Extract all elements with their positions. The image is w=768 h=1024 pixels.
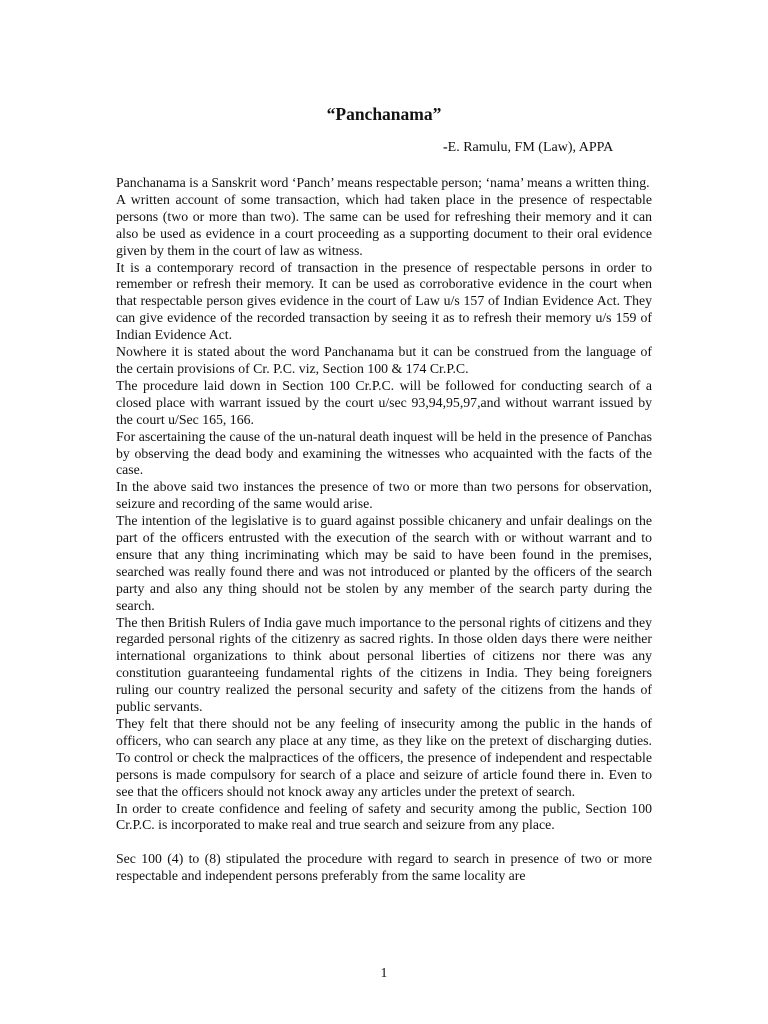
paragraph: Sec 100 (4) to (8) stipulated the procedure with regard to search in presence of two or more respectable and independent persons preferably from the same locality are [116, 851, 652, 884]
paragraph: Nowhere it is stated about the word Panchanama but it can be construed from the language of the certain provisions of Cr. P.C. viz, Section 100 & 174 Cr.P.C. [116, 344, 652, 376]
paragraph: Panchanama is a Sanskrit word ‘Panch’ means respectable person; ‘nama’ means a written thing. [116, 175, 650, 190]
page-number: 1 [380, 965, 388, 980]
paragraph: In order to create confidence and feeling of safety and security among the public, Section 100 Cr.P.C. is incorporated to make real and true search and seizure from any place. [116, 800, 652, 833]
document-title: “Panchanama” [326, 104, 442, 124]
author-dash: - [443, 140, 448, 155]
paragraph: In the above said two instances the presence of two or more than two persons for observation, seizure and recording of the same would arise. [116, 479, 652, 512]
paragraph: The procedure laid down in Section 100 Cr.P.C. will be followed for conducting search of a closed place with warrant issued by the court u/sec 93,94,95,97,and without warrant issued by the court u/Sec 165, 166. [116, 377, 652, 427]
paragraph: The then British Rulers of India gave much importance to the personal rights of citizens and they regarded personal rights of the citizenry as sacred rights. In those olden days there were neither international organizations to think about personal liberties of citizens nor there was any constitution guaranteeing fundamental rights of the citizens in India. They being foreigners ruling our country realized the personal security and safety of the citizens from the hands of public servants. [116, 614, 652, 715]
paragraph: For ascertaining the cause of the un-natural death inquest will be held in the presence of Panchas by observing the dead body and examining the witnesses who acquainted with the facts of the case. [116, 428, 652, 478]
paragraph: They felt that there should not be any feeling of insecurity among the public in the hands of officers, who can search any place at any time, as they like on the pretext of discharging duties. To control or check the malpractices of the officers, the presence of independent and respectable persons is made compulsory for search of a place and seizure of article found there in. Even to see that the officers should not knock away any articles under the pretext of search. [116, 716, 652, 799]
document-body [116, 175, 652, 885]
paragraph: The intention of the legislative is to guard against possible chicanery and unfair dealings on the part of the officers entrusted with the execution of the search with or without warrant and to ensure that any thing incriminating which may be said to have been found in the premises, searched was really found there and was not introduced or planted by the officers of the search party and also any thing should not be stolen by any member of the search party during the search. [116, 513, 652, 613]
paragraph: It is a contemporary record of transaction in the presence of respectable persons in order to remember or refresh their memory. It can be used as corroborative evidence in the court when that respectable person gives evidence in the court of Law u/s 157 of Indian Evidence Act. They can give evidence of the recorded transaction by seeing it as to refresh their memory u/s 159 of Indian Evidence Act. [116, 259, 652, 343]
author-line [443, 139, 613, 157]
paragraph: A written account of some transaction, which had taken place in the presence of respectable persons (two or more than two). The same can be used for refreshing their memory and it can also be used as evidence in a court proceeding as a supporting document to their oral evidence given by them in the court of law as witness. [116, 191, 652, 258]
author-name: E. Ramulu, FM (Law), APPA [447, 140, 614, 155]
